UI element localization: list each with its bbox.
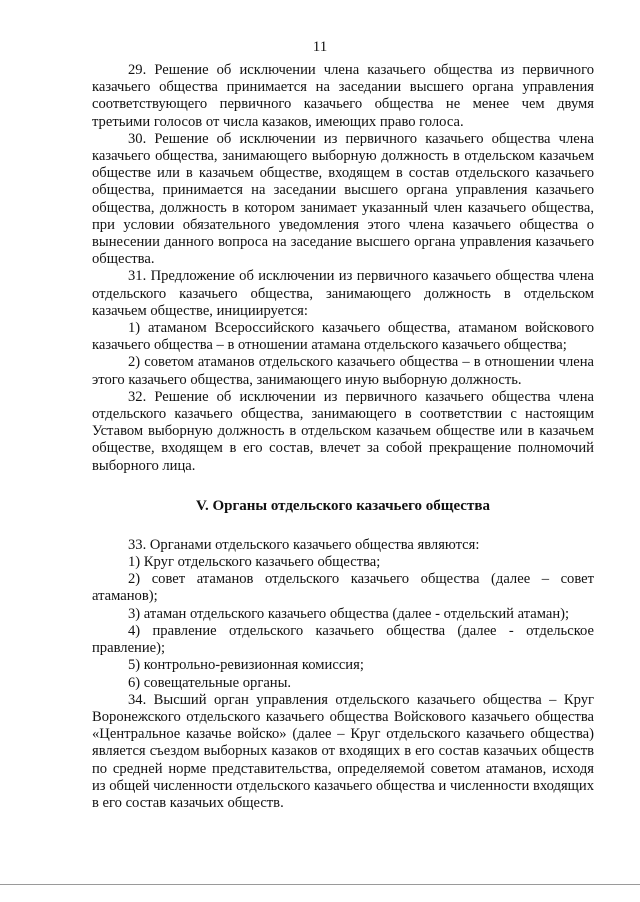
paragraph-33-item-3: 3) атаман отдельского казачьего общества (далее - отдельский атаман); xyxy=(128,605,570,622)
paragraph-33-item-6: 6) совещательные органы. xyxy=(128,674,292,691)
paragraph-32: 32. Решение об исключении из первичного казачьего общества члена отдельского казачьего общества, занимающего в соответствии с настоящим Уставом выборную должность в отдельском казачьем обществе или в казачьем обществе, входящем в его состав, влечет за собой прекращение полномочий выборного лица. xyxy=(92,388,594,474)
paragraph-33-item-5: 5) контрольно-ревизионная комиссия; xyxy=(128,657,364,674)
document-body xyxy=(92,62,594,812)
paragraph-31: 31. Предложение об исключении из первичного казачьего общества члена отдельского казачьего общества, занимающего должность в отдельском казачьем обществе, инициируется: xyxy=(92,268,594,319)
paragraph-33: 33. Органами отдельского казачьего общества являются: xyxy=(128,536,480,553)
paragraph-31-item-1: 1) атаманом Всероссийского казачьего общества, атаманом войскового казачьего общества – в отношении атамана отдельского казачьего общества; xyxy=(92,320,594,354)
paragraph-33-item-1: 1) Круг отдельского казачьего общества; xyxy=(128,554,381,571)
section-heading: V. Органы отдельского казачьего общества xyxy=(196,497,490,514)
scan-edge-line xyxy=(0,884,640,885)
paragraph-29: 29. Решение об исключении члена казачьего общества из первичного казачьего общества принимается на заседании высшего органа управления соответствующего первичного казачьего общества не менее чем двумя третьими голосов от числа казаков, имеющих право голоса. xyxy=(92,62,594,130)
page-number: 11 xyxy=(312,39,328,55)
paragraph-33-item-4: 4) правление отдельского казачьего общества (далее - отдельское правление); xyxy=(92,622,594,657)
paragraph-33-item-2: 2) совет атаманов отдельского казачьего общества (далее – совет атаманов); xyxy=(92,571,594,605)
paragraph-30: 30. Решение об исключении из первичного казачьего общества члена казачьего общества, занимающего выборную должность в отдельском казачьем обществе или в казачьем обществе, входящем в состав отдельского казачьего общества, принимается на заседании высшего органа управления казачьего общества, должность в котором занимает указанный член казачьего общества, при условии обязательного уведомления этого члена казачьего общества о вынесении данного вопроса на заседание высшего органа управления казачьего общества. xyxy=(92,130,594,268)
paragraph-34: 34. Высший орган управления отдельского казачьего общества – Круг Воронежского отдельского казачьего общества Войскового казачьего общества «Центральное казачье войско» (далее – Круг отдельского казачьего общества) является съездом выборных казаков от входящих в его состав казачьих обществ по средней норме представительства, определяемой советом атаманов, исходя из общей численности отдельского казачьего общества и численности входящих в его состав казачьих обществ. xyxy=(92,691,594,811)
paragraph-31-item-2: 2) советом атаманов отдельского казачьего общества – в отношении члена этого казачьего общества, занимающего иную выборную должность. xyxy=(92,354,594,388)
